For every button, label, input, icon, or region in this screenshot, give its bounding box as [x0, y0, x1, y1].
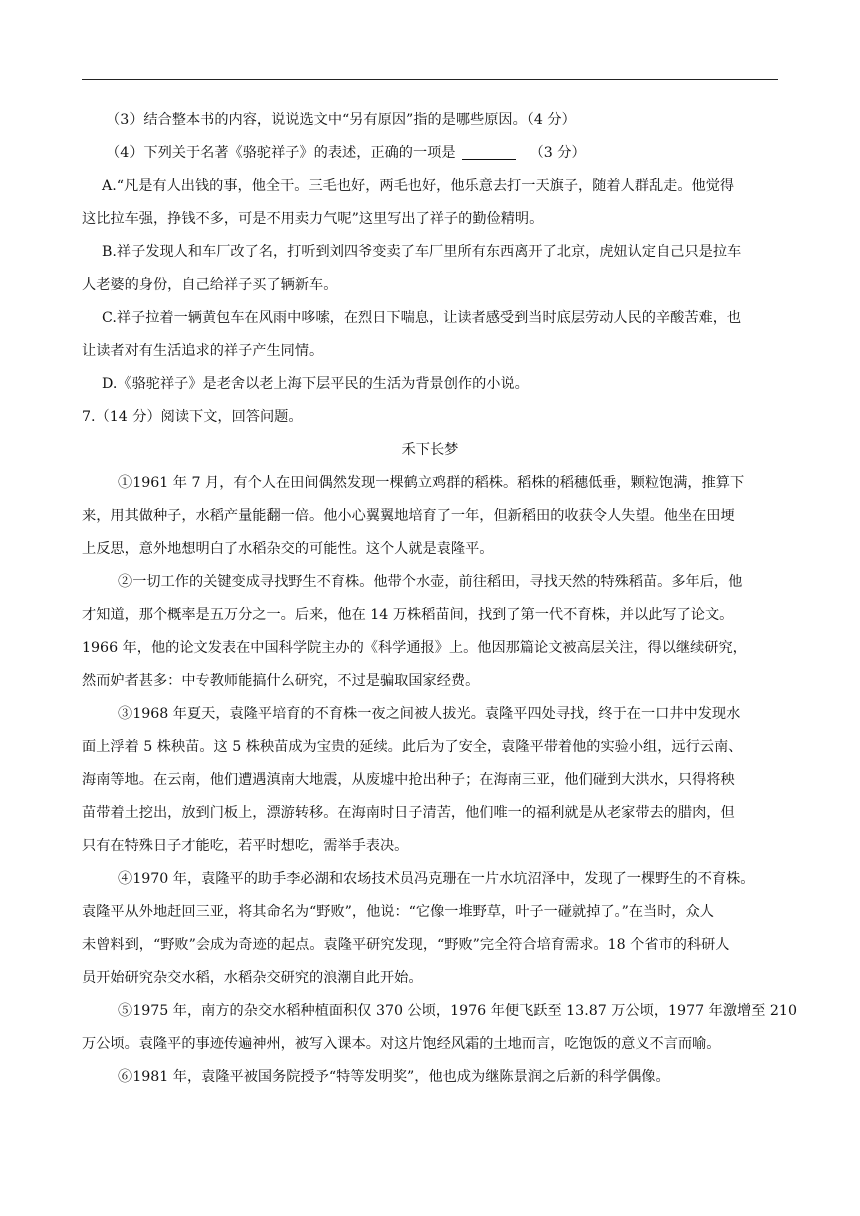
paragraph-3-text-4: 苗带着土挖出，放到门板上，漂游转移。在海南时日子清苦，他们唯一的福利就是从老家带去的腊肉，但 — [82, 805, 735, 821]
option-b-text-2: 人老婆的身份，自己给祥子买了辆新车。 — [82, 277, 338, 293]
paragraph-1-line-2 — [82, 500, 778, 533]
option-a-line-1 — [82, 170, 778, 203]
option-c-line-1 — [82, 302, 778, 335]
option-b-line-1 — [82, 236, 778, 269]
paragraph-4-text-1: ④1970 年，袁隆平的助手李必湖和农场技术员冯克珊在一片水坑沼泽中，发现了一棵野生的不育株。 — [118, 871, 755, 887]
question-3 — [82, 104, 778, 137]
paragraph-4-text-4: 员开始研究杂交水稻，水稻杂交研究的浪潮自此开始。 — [82, 970, 423, 986]
paragraph-2-text-1: ②一切工作的关键变成寻找野生不育株。他带个水壶，前往稻田，寻找天然的特殊稻苗。多年后，他 — [118, 574, 743, 590]
paragraph-5-text-1: ⑤1975 年，南方的杂交水稻种植面积仅 370 公顷，1976 年便飞跃至 13.87 万公顷，1977 年激增至 210 — [118, 1003, 797, 1019]
option-c-text-2: 让读者对有生活追求的祥子产生同情。 — [82, 343, 324, 359]
paragraph-3-line-1 — [82, 698, 778, 731]
article-title-line — [82, 434, 778, 467]
paragraph-4-line-2 — [82, 896, 778, 929]
paragraph-4-text-3: 未曾料到，“野败”会成为奇迹的起点。袁隆平研究发现，“野败”完全符合培育需求。18 个省市的科研人 — [82, 937, 730, 953]
paragraph-3-line-4 — [82, 797, 778, 830]
paragraph-3-text-5: 只有在特殊日子才能吃，若平时想吃，需举手表决。 — [82, 838, 409, 854]
answer-blank[interactable] — [462, 159, 516, 160]
paragraph-3-line-2 — [82, 731, 778, 764]
header-rule — [82, 79, 778, 80]
paragraph-2-line-1 — [82, 566, 778, 599]
paragraph-4-line-1 — [82, 863, 778, 896]
paragraph-3-text-3: 海南等地。在云南，他们遭遇滇南大地震，从废墟中抢出种子；在海南三亚，他们碰到大洪水，只得将秧 — [82, 772, 735, 788]
option-d-line-1 — [82, 368, 778, 401]
question-7-text: 7.（14 分）阅读下文，回答问题。 — [82, 409, 303, 425]
paragraph-5-line-1 — [82, 995, 797, 1028]
paragraph-1-text-2: 来，用其做种子，水稻产量能翻一倍。他小心翼翼地培育了一年，但新稻田的收获令人失望。他坐在田埂 — [82, 508, 735, 524]
paragraph-6-text-1: ⑥1981 年，袁隆平被国务院授予“特等发明奖”，他也成为继陈景润之后新的科学偶像。 — [118, 1069, 670, 1085]
paragraph-3-line-5 — [82, 830, 778, 863]
article-title: 禾下长梦 — [401, 442, 459, 458]
paragraph-1-text-3: 上反思，意外地想明白了水稻杂交的可能性。这个人就是袁隆平。 — [82, 541, 494, 557]
option-b-line-2 — [82, 269, 778, 302]
paragraph-2-line-2 — [82, 599, 778, 632]
paragraph-2-text-2: 才知道，那个概率是五万分之一。后来，他在 14 万株稻苗间，找到了第一代不育株，并以此写了论文。 — [82, 607, 734, 623]
paragraph-4-line-3 — [82, 929, 778, 962]
question-4-score: （3 分） — [529, 145, 586, 161]
question-4-stem: （4）下列关于名著《骆驼祥子》的表述，正确的一项是 — [106, 145, 456, 161]
question-4 — [82, 137, 778, 170]
option-a-line-2 — [82, 203, 778, 236]
paragraph-4-line-4 — [82, 962, 778, 995]
paragraph-1-line-1 — [82, 467, 778, 500]
option-a-text-2: 这比拉车强，挣钱不多，可是不用卖力气呢”这里写出了祥子的勤俭精明。 — [82, 211, 544, 227]
paragraph-2-line-4 — [82, 665, 778, 698]
paragraph-5-line-2 — [82, 1028, 778, 1061]
paragraph-2-text-3: 1966 年，他的论文发表在中国科学院主办的《科学通报》上。他因那篇论文被高层关注，得以继续研究， — [82, 640, 747, 656]
paragraph-4-text-2: 袁隆平从外地赶回三亚，将其命名为“野败”，他说：“它像一堆野草，叶子一碰就掉了。”在当时，众人 — [82, 904, 714, 920]
document-body — [82, 104, 797, 1094]
option-c-line-2 — [82, 335, 778, 368]
paragraph-1-text-1: ①1961 年 7 月，有个人在田间偶然发现一棵鹤立鸡群的稻株。稻株的稻穗低垂，颗粒饱满，推算下 — [118, 475, 745, 491]
question-7 — [82, 401, 778, 434]
option-b-text-1: B.祥子发现人和车厂改了名，打听到刘四爷变卖了车厂里所有东西离开了北京，虎妞认定自己只是拉车 — [102, 244, 742, 260]
paragraph-3-text-2: 面上浮着 5 株秧苗。这 5 株秧苗成为宝贵的延续。此后为了安全，袁隆平带着他的实验小组，远行云南、 — [82, 739, 743, 755]
question-3-text: （3）结合整本书的内容，说说选文中“另有原因”指的是哪些原因。（4 分） — [106, 112, 576, 128]
paragraph-3-line-3 — [82, 764, 778, 797]
paragraph-1-line-3 — [82, 533, 778, 566]
paragraph-3-text-1: ③1968 年夏天，袁隆平培育的不育株一夜之间被人拔光。袁隆平四处寻找，终于在一口井中发现水 — [118, 706, 741, 722]
paragraph-6-line-1 — [82, 1061, 778, 1094]
option-a-text-1: A.“凡是有人出钱的事，他全干。三毛也好，两毛也好，他乐意去打一天旗子，随着人群乱走。他觉得 — [102, 178, 735, 194]
paragraph-2-line-3 — [82, 632, 778, 665]
paragraph-2-text-4: 然而妒者甚多：中专教师能搞什么研究，不过是骗取国家经费。 — [82, 673, 480, 689]
option-c-text-1: C.祥子拉着一辆黄包车在风雨中哆嗦，在烈日下喘息，让读者感受到当时底层劳动人民的辛酸苦难，也 — [102, 310, 742, 326]
option-d-text-1: D.《骆驼祥子》是老舍以老上海下层平民的生活为背景创作的小说。 — [102, 376, 529, 392]
paragraph-5-text-2: 万公顷。袁隆平的事迹传遍神州，被写入课本。对这片饱经风霜的土地而言，吃饱饭的意义不言而喻。 — [82, 1036, 721, 1052]
